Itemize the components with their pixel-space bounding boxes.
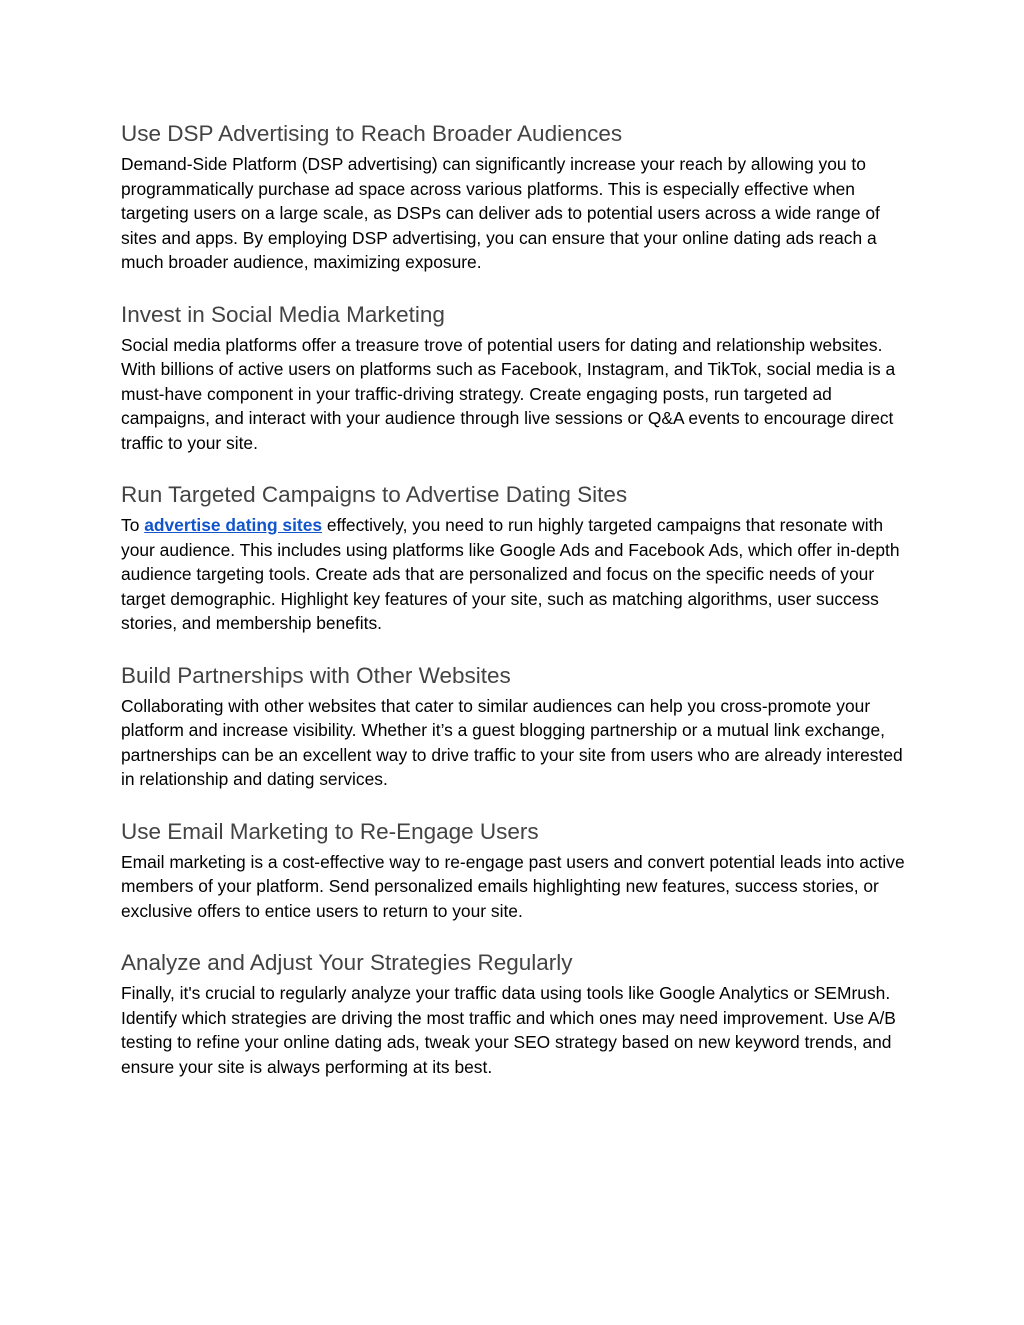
section-body-rest: effectively, you need to run highly targeted campaigns that resonate with your audience. This includes using platforms like Google Ads and Facebook Ads, which offer in-depth audience targeting tools. Create ads that are personalized and focus on the specific needs of your target demographic. Highlight key features of your site, such as matching algorithms, user success stories, and membership benefits. [121, 515, 900, 633]
section-body [121, 513, 911, 636]
section-targeted-campaigns [121, 481, 911, 636]
section-body-intro: To [121, 515, 145, 535]
section-heading: Build Partnerships with Other Websites [121, 662, 511, 688]
section-heading: Use Email Marketing to Re-Engage Users [121, 818, 539, 844]
section-dsp-advertising [121, 120, 911, 275]
section-email-marketing [121, 818, 911, 924]
section-social-media [121, 301, 911, 456]
section-partnerships [121, 662, 911, 792]
section-body: Collaborating with other websites that cater to similar audiences can help you cross-promote your platform and increase visibility. Whether it’s a guest blogging partnership or a mutual link exchange, partnerships can be an excellent way to drive traffic to your site from users who are already interested in relationship and dating services. [121, 695, 903, 789]
section-heading: Use DSP Advertising to Reach Broader Audiences [121, 121, 623, 146]
document-page [121, 120, 911, 1105]
section-body: Demand-Side Platform (DSP advertising) can significantly increase your reach by allowing you to programmatically purchase ad space across various platforms. This is especially effective when targeting users on a large scale, as DSPs can deliver ads to potential users across a wide range of sites and apps. By employing DSP advertising, you can ensure that your online dating ads reach a much broader audience, maximizing exposure. [121, 154, 880, 272]
advertise-dating-sites-link[interactable]: advertise dating sites [144, 515, 323, 535]
section-heading: Run Targeted Campaigns to Advertise Dating Sites [121, 482, 628, 507]
section-body: Finally, it's crucial to regularly analyze your traffic data using tools like Google Analytics or SEMrush. Identify which strategies are driving the most traffic and which ones may need improvement. Use A/B testing to refine your online dating ads, tweak your SEO strategy based on new keyword trends, and ensure your site is always performing at its best. [121, 983, 896, 1077]
section-heading: Analyze and Adjust Your Strategies Regularly [121, 950, 573, 975]
section-heading: Invest in Social Media Marketing [121, 301, 445, 327]
section-body: Email marketing is a cost-effective way to re-engage past users and convert potential leads into active members of your platform. Send personalized emails highlighting new features, success stories, or exclusive offers to entice users to return to your site. [121, 851, 905, 921]
section-analyze-adjust [121, 949, 911, 1079]
section-body: Social media platforms offer a treasure trove of potential users for dating and relationship websites. With billions of active users on platforms such as Facebook, Instagram, and TikTok, social media is a must-have component in your traffic-driving strategy. Create engaging posts, run targeted ad campaigns, and interact with your audience through live sessions or Q&A events to encourage direct traffic to your site. [121, 334, 896, 453]
